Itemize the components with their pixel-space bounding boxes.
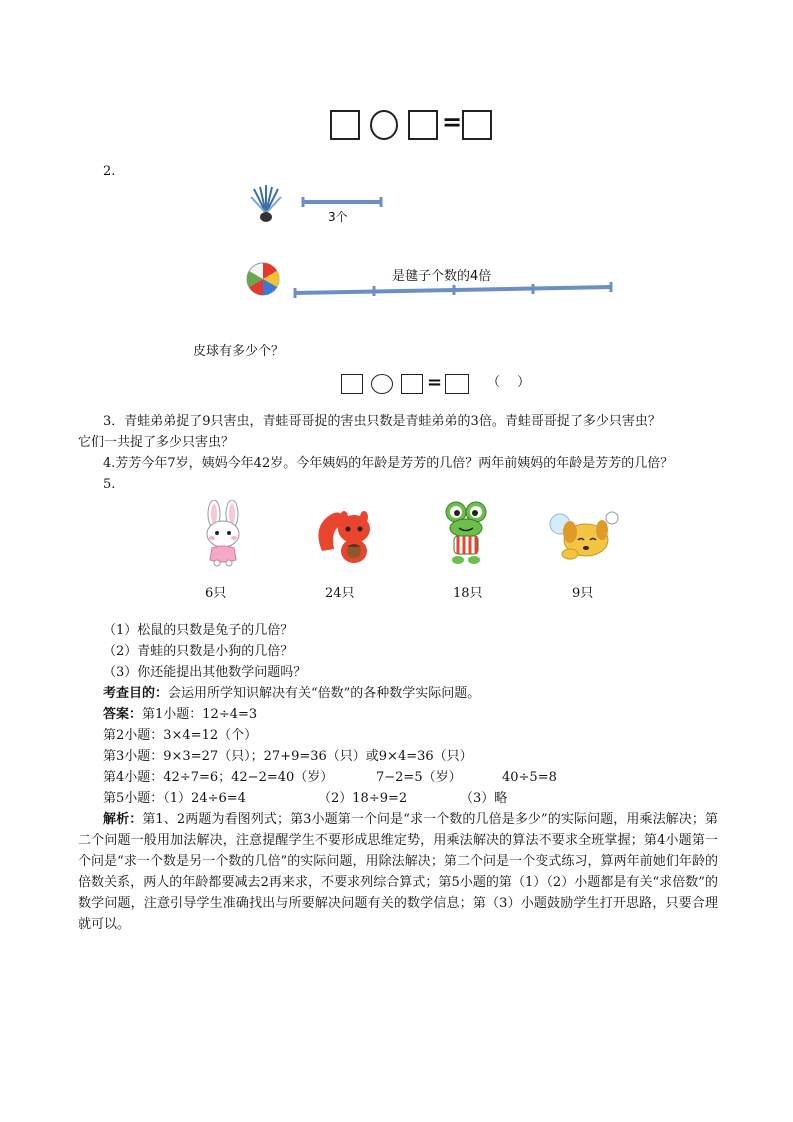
q1-blank-box-1 — [330, 110, 360, 140]
squirrel-icon — [314, 505, 380, 567]
shuttlecock-count-label: 3个 — [328, 210, 348, 224]
q2-blank-box-1 — [341, 374, 363, 394]
squirrel-count: 24只 — [325, 586, 355, 601]
answer-2: 第2小题：3×4=12（个） — [103, 728, 258, 743]
q2-number: 2. — [103, 164, 116, 179]
objective-label: 考查目的： — [103, 686, 169, 701]
answer-label: 答案： — [103, 707, 143, 722]
q2-result-box — [445, 374, 469, 394]
frog-count: 18只 — [453, 586, 483, 601]
q5-number: 5. — [103, 477, 116, 492]
shuttlecock-bar — [300, 196, 386, 208]
q1-equals-sign: = — [442, 108, 463, 136]
analysis-text: 第1、2两题为看图列式；第3小题第一个问是“求一个数的几倍是多少”的实际问题，用乘法解决；第二个问题一般用加法解决，注意提醒学生不要形成思维定势，用乘法解决的算法不要求全班掌握；第4小题第一个问是“求一个数是另一个数的几倍”的实际问题，用除法解决；第二个问是一个变式练习，算两年前她们年龄的倍数关系，两人的年龄都要减去2再来求，不要求列综合算式；第5小题的第（1）（2）小题都是有关“求倍数”的数学问题，注意引导学生准确找出与所要解决问题有关的数学信息；第（3）小题鼓励学生打开思路，只要合理就可以。 — [78, 812, 718, 932]
q2-equals-sign: = — [427, 372, 443, 393]
analysis-paragraph — [78, 809, 718, 935]
q5-sub-1: （1）松鼠的只数是兔子的几倍？ — [103, 623, 294, 638]
shuttlecock-icon — [248, 183, 284, 225]
frog-icon — [442, 500, 490, 568]
q2-question: 皮球有多少个？ — [193, 344, 285, 359]
q2-answer-paren: （ ） — [487, 375, 531, 390]
q3-line-1: 3．青蛙弟弟捉了9只害虫，青蛙哥哥捉的害虫只数是青蛙弟弟的3倍。青蛙哥哥捉了多少只害虫？ — [103, 414, 661, 429]
q5-sub-2: （2）青蛙的只数是小狗的几倍？ — [103, 644, 294, 659]
objective-text: 会运用所学知识解决有关“倍数”的各种数学实际问题。 — [168, 686, 481, 701]
q2-operator-circle — [371, 374, 393, 394]
answer-5a: 第5小题：（1）24÷6=4 — [103, 791, 246, 806]
rabbit-icon — [198, 500, 248, 568]
q1-result-box — [462, 110, 492, 140]
answer-5b: （2）18÷9=2 — [318, 791, 408, 806]
answer-4b: 7−2=5（岁） — [376, 770, 462, 785]
answer-4a: 第4小题：42÷7=6；42−2=40（岁） — [103, 770, 334, 785]
rabbit-count: 6只 — [205, 586, 227, 601]
q1-blank-box-2 — [408, 110, 438, 140]
q4-line-1: 4.芳芳今年7岁，姨妈今年42岁。今年姨妈的年龄是芳芳的几倍？两年前姨妈的年龄是芳芳的几倍？ — [103, 456, 674, 471]
answer-5c: （3）略 — [460, 791, 508, 806]
ball-bar — [292, 282, 616, 300]
analysis-label: 解析： — [103, 812, 143, 827]
q3-line-2: 它们一共捉了多少只害虫？ — [78, 435, 235, 450]
answer-4c: 40÷5=8 — [502, 770, 557, 785]
answer-1: 第1小题：12÷4=3 — [142, 707, 258, 722]
answer-line-1 — [103, 704, 257, 725]
q2-blank-box-2 — [401, 374, 423, 394]
puppy-icon — [548, 510, 620, 562]
answer-3: 第3小题：9×3=27（只）；27+9=36（只）或9×4=36（只） — [103, 749, 473, 764]
q1-operator-circle — [370, 110, 398, 140]
objective-line — [103, 683, 480, 704]
ball-bar-label: 是毽子个数的4倍 — [392, 269, 492, 284]
puppy-count: 9只 — [572, 586, 594, 601]
q5-sub-3: （3）你还能提出其他数学问题吗？ — [103, 665, 307, 680]
ball-icon — [246, 262, 280, 296]
